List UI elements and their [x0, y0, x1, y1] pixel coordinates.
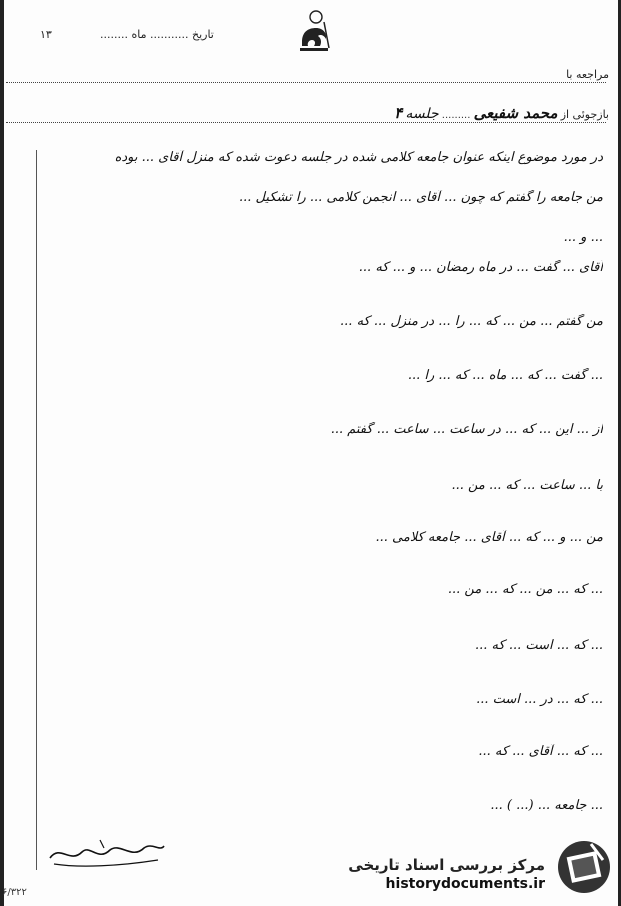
- margin-line: [36, 150, 37, 870]
- body-line-7: با ... ساعت ... که ... من ...: [451, 478, 603, 493]
- body-line-12: ... که ... آقای ... که ...: [478, 744, 603, 759]
- body-line-9: ... که ... من ... که ... من ...: [447, 582, 603, 597]
- body-line-1: در مورد موضوع اینکه عنوان جامعه کلامی شده در جلسه دعوت شده که منزل آقای ... بوده: [114, 150, 603, 165]
- body-line-8: من ... و ... که ... آقای ... جامعه کلامی ...: [375, 530, 603, 545]
- archive-watermark: [323, 838, 613, 898]
- body-line-10: ... که ... است ... که ...: [475, 638, 603, 653]
- header-rule: [6, 122, 606, 123]
- reference-rule: [6, 82, 606, 83]
- session-label: جلسه: [405, 106, 439, 122]
- session-number: ۴: [394, 104, 403, 122]
- body-line-2b: ... و ...: [563, 230, 603, 245]
- body-line-4: من گفتم ... من ... که ... را ... در منزل ... که ...: [340, 314, 603, 329]
- reference-label: مراجعه با: [566, 68, 609, 81]
- body-line-5: ... گفت ... که ... ماه ... که ... را ...: [407, 368, 603, 383]
- watermark-title: مرکز بررسی اسناد تاریخی: [348, 856, 545, 874]
- left-scan-edge: [0, 0, 4, 906]
- page-number: ۱۳: [40, 28, 52, 41]
- interrogation-line: بازجوئی از محمد شفیعی ......... جلسه ۴: [394, 104, 609, 122]
- date-field: تاریخ ........... ماه ........: [100, 28, 214, 41]
- body-line-13: ... جامعه ... (... ) ...: [490, 798, 603, 813]
- subject-name: محمد شفیعی: [473, 104, 558, 122]
- document-code: ۶/۳۲۲: [2, 887, 27, 898]
- body-line-3: آقای ... گفت ... در ماه رمضان ... و ... که ...: [358, 260, 603, 275]
- lion-and-sun-emblem-icon: [296, 8, 332, 54]
- date-label: تاریخ: [191, 28, 214, 41]
- signature-icon: [40, 834, 170, 874]
- archive-emblem-icon: [555, 838, 613, 896]
- watermark-url: historydocuments.ir: [385, 876, 545, 892]
- body-line-6: از ... این ... که ... در ساعت ... ساعت ... گفتم ...: [330, 422, 603, 437]
- body-line-11: ... که ... در ... است ...: [476, 692, 603, 707]
- body-line-2: من جامعه را گفتم که چون ... آقای ... انجمن کلامی ... را تشکیل ...: [239, 190, 603, 205]
- interrogation-label: بازجوئی از: [560, 108, 609, 121]
- month-label: ماه: [131, 28, 147, 41]
